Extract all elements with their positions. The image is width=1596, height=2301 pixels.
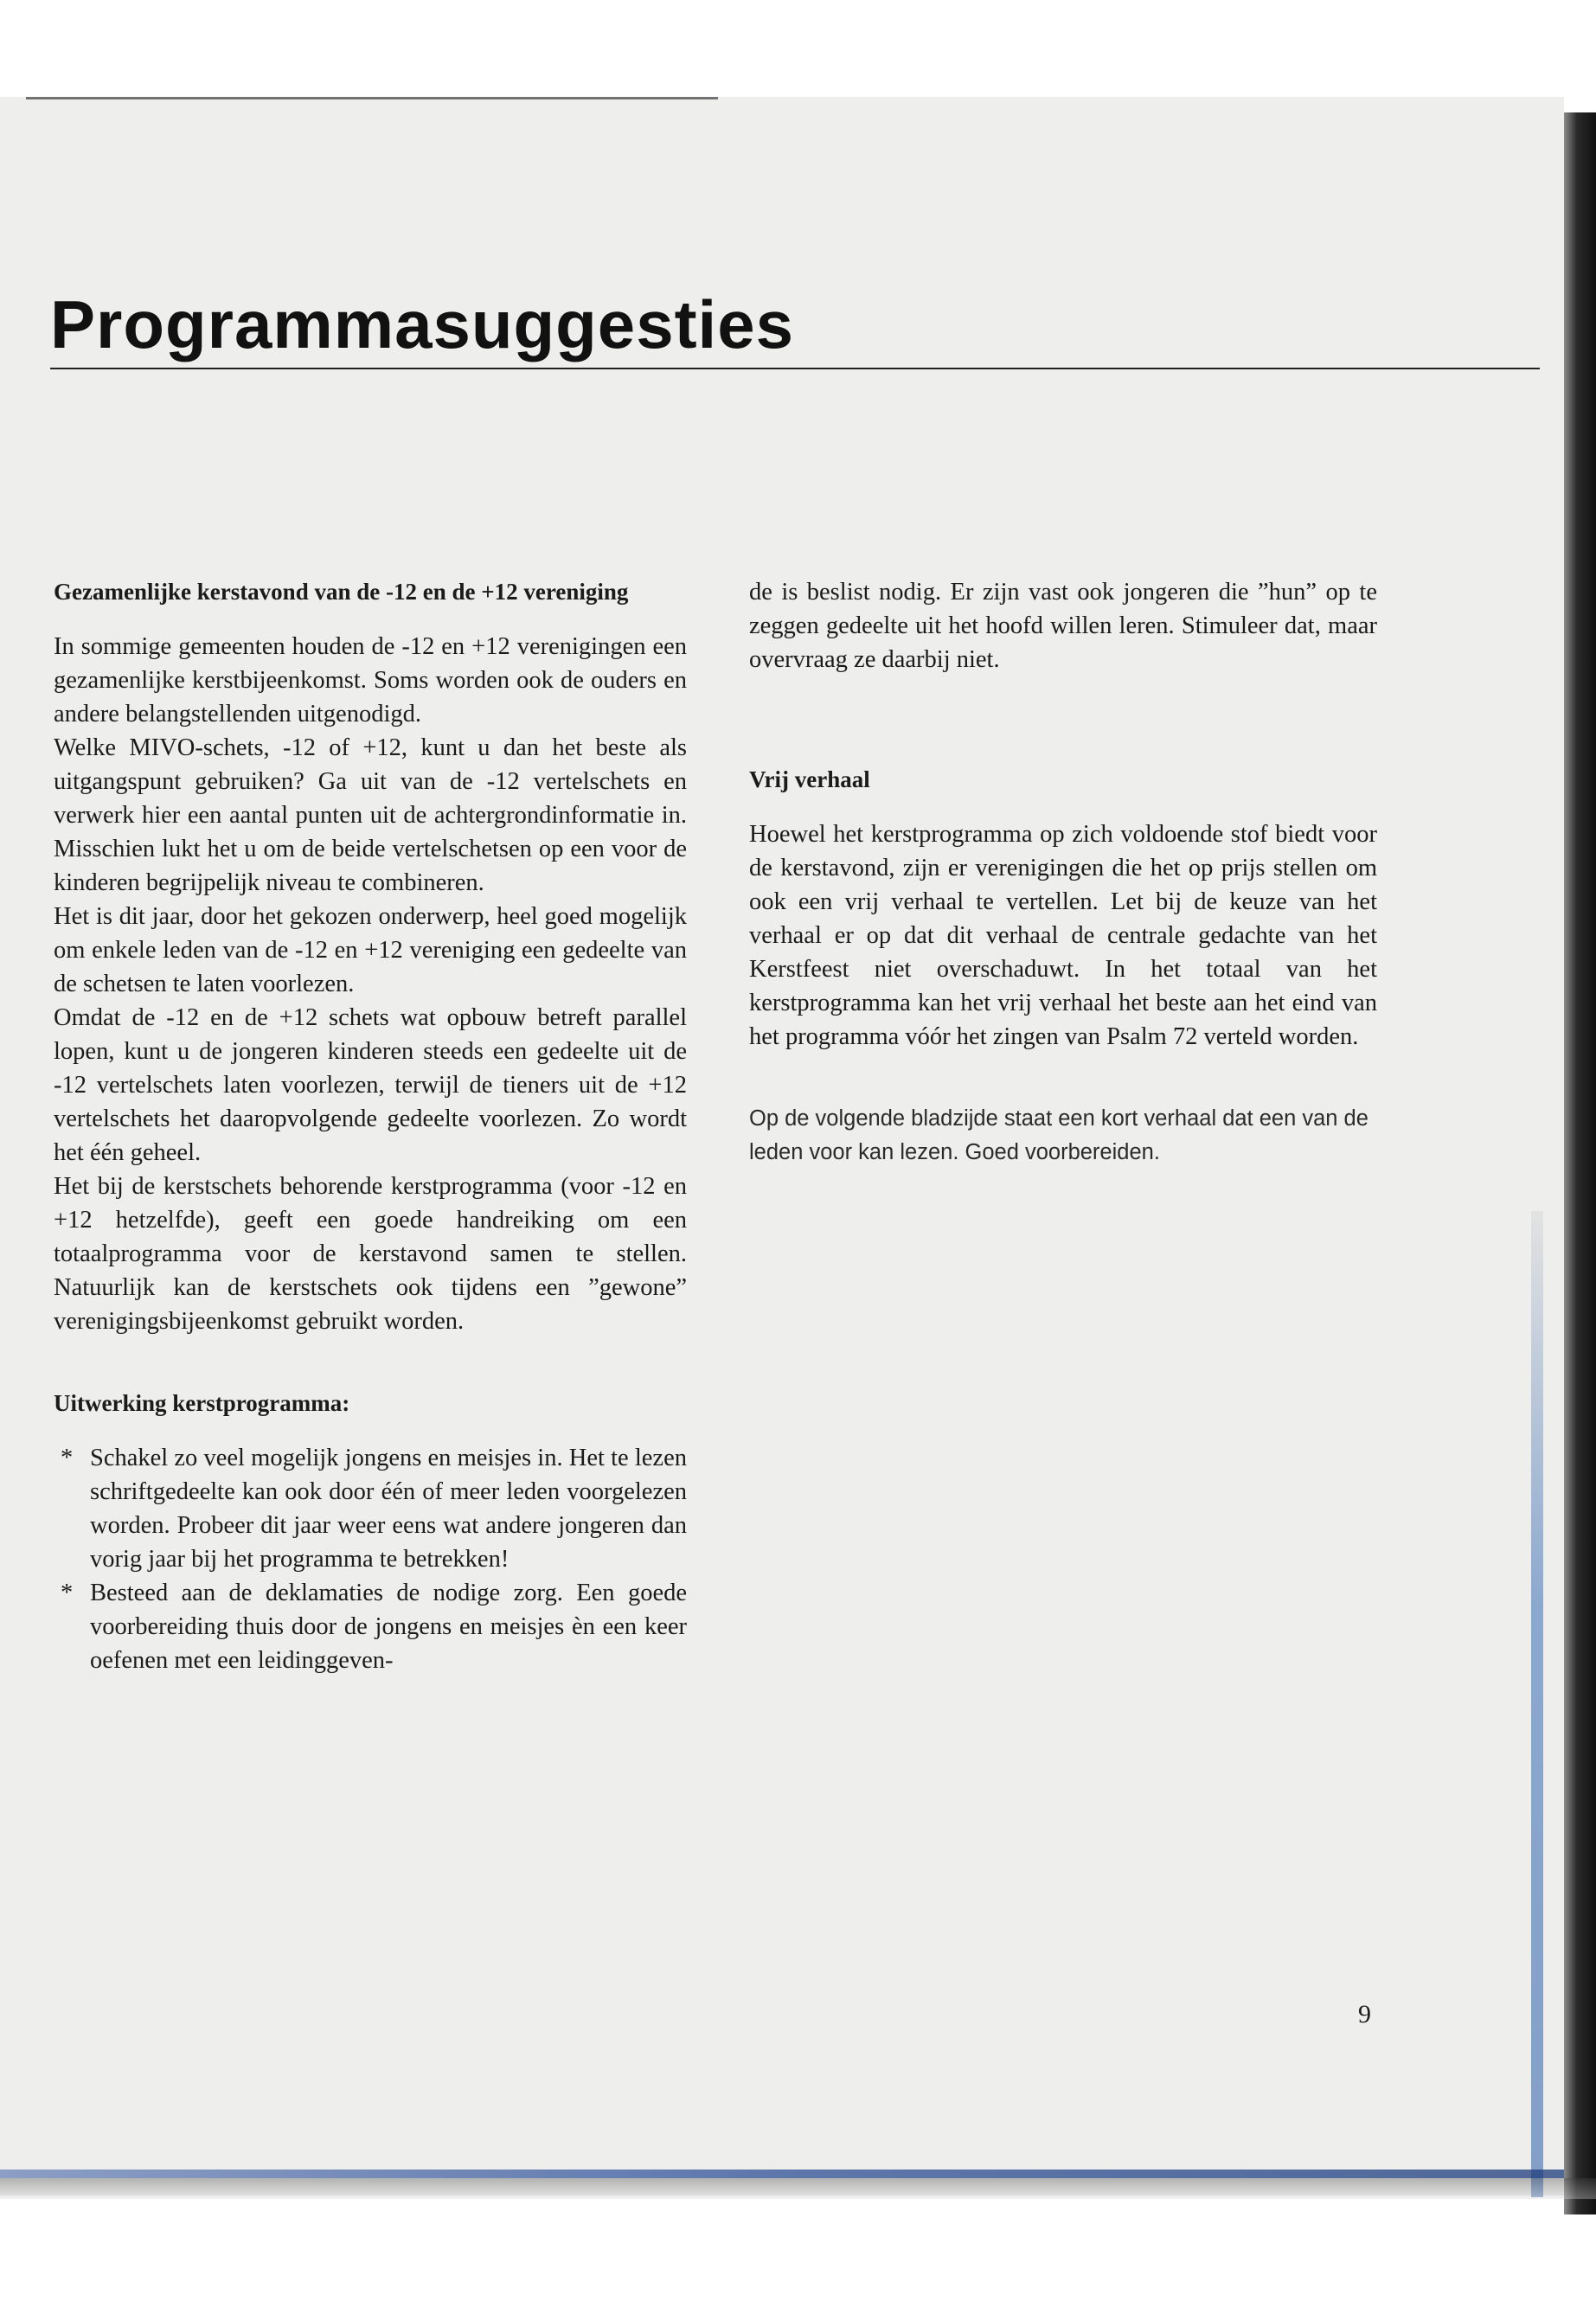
paragraph: Het is dit jaar, door het gekozen onderwerp, heel goed mogelijk om enkele leden van de -12 en +12 vereniging een gedeelte van de schetsen te laten voorlezen. xyxy=(54,903,687,997)
paragraph: Omdat de -12 en de +12 schets wat opbouw betreft parallel lopen, kunt u de jongeren kinderen steeds een gedeelte uit de -12 vertelschets laten voorlezen, terwijl de tieners uit de +12 vertelschets het daaropvolgende gedeelte voorlezen. Zo wordt het één geheel. xyxy=(54,1004,687,1166)
bullet-star-icon: * xyxy=(61,1445,74,1471)
section-heading-combined-evening: Gezamenlijke kerstavond van de -12 en de +12 vereniging xyxy=(54,579,629,605)
section-heading-program-elaboration: Uitwerking kerstprogramma: xyxy=(54,1390,350,1416)
scan-top-edge xyxy=(26,97,718,99)
bullet-star-icon: * xyxy=(61,1580,74,1606)
list-item xyxy=(54,1576,687,1677)
left-column xyxy=(54,575,687,1677)
paragraph: Hoewel het kerstprogramma op zich voldoende stof biedt voor de kerstavond, zijn er verenigingen die het op prijs stellen om ook een vrij verhaal te vertellen. Let bij de keuze van het verhaal er op dat dit verhaal de centrale gedachte van het Kerstfeest niet overschaduwt. In het totaal van het kerstprogramma kan het vrij verhaal het beste aan het eind van het programma vóór het zingen van Psalm 72 verteld worden. xyxy=(749,821,1377,1050)
list-item-text: Besteed aan de deklamaties de nodige zorg. Een goede voorbereiding thuis door de jongens en meisjes èn een keer oefenen met een leidinggeven- xyxy=(90,1580,687,1674)
right-column xyxy=(749,575,1377,1170)
paragraph: In sommige gemeenten houden de -12 en +12 verenigingen een gezamenlijke kerstbijeenkomst. Soms worden ook de ouders en andere belangstellenden uitgenodigd. xyxy=(54,633,687,727)
edge-color-stripe xyxy=(1531,1211,1543,2197)
bottom-shadow xyxy=(0,2178,1596,2199)
bottom-color-bar xyxy=(0,2170,1564,2178)
page-title: Programmasuggesties xyxy=(50,286,794,362)
title-underline xyxy=(50,368,1540,369)
paragraph-continuation: de is beslist nodig. Er zijn vast ook jongeren die ”hun” op te zeggen gedeelte uit het hoofd willen leren. Stimuleer dat, maar overvraag ze daarbij niet. xyxy=(749,579,1377,673)
page-number: 9 xyxy=(1358,2000,1371,2029)
paragraph: Het bij de kerstschets behorende kerstprogramma (voor -12 en +12 hetzelfde), geeft een goede handreiking om een totaalprogramma voor de kerstavond samen te stellen. Natuurlijk kan de kerstschets ook tijdens een ”gewone” verenigingsbijeenkomst gebruikt worden. xyxy=(54,1173,687,1335)
list-item xyxy=(54,1441,687,1576)
book-binding-edge xyxy=(1564,112,1596,2214)
paragraph: Welke MIVO-schets, -12 of +12, kunt u dan het beste als uitgangspunt gebruiken? Ga uit van de -12 vertelschets en verwerk hier een aantal punten uit de achtergrondinformatie in. Misschien lukt het u om de beide vertelschetsen op een voor de kinderen begrijpelijk niveau te combineren. xyxy=(54,734,687,896)
bullet-list xyxy=(54,1441,687,1677)
section-heading-free-story: Vrij verhaal xyxy=(749,766,870,792)
note-paragraph: Op de volgende bladzijde staat een kort verhaal dat een van de leden voor kan lezen. Goed voorbereiden. xyxy=(749,1106,1368,1164)
list-item-text: Schakel zo veel mogelijk jongens en meisjes in. Het te lezen schriftgedeelte kan ook door één of meer leden voorgelezen worden. Probeer dit jaar weer eens wat andere jongeren dan vorig jaar bij het programma te betrekken! xyxy=(90,1445,687,1573)
